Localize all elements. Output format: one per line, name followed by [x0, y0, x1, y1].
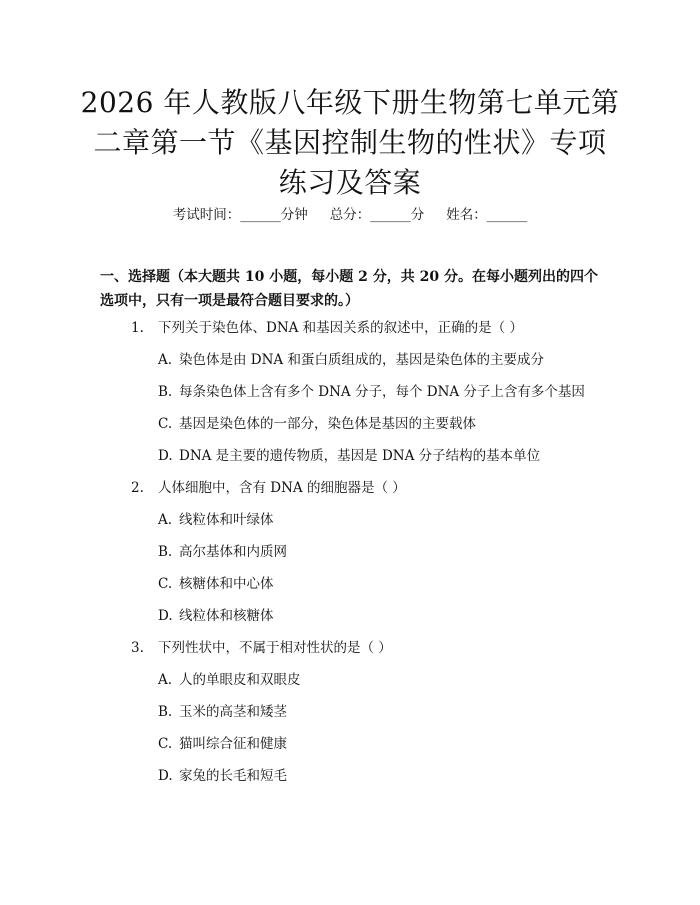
question-number: 1. — [131, 320, 144, 336]
question-number: 2. — [131, 480, 144, 496]
question-stem: 人体细胞中，含有 DNA 的细胞器是（ ） — [158, 480, 406, 496]
option-text: 线粒体和核糖体 — [179, 608, 274, 624]
option-letter: D. — [158, 448, 173, 464]
option-letter: C. — [158, 576, 173, 592]
question-stem: 下列性状中，不属于相对性状的是（ ） — [158, 640, 392, 656]
question-stem: 下列关于染色体、DNA 和基因关系的叙述中，正确的是（ ） — [158, 320, 523, 336]
option-letter: A. — [158, 352, 173, 368]
exam-total-score: 总分：______分 — [329, 207, 425, 223]
option-text: DNA 是主要的遗传物质，基因是 DNA 分子结构的基本单位 — [179, 448, 541, 464]
option-text: 线粒体和叶绿体 — [179, 512, 274, 528]
option-letter: D. — [158, 608, 173, 624]
document-title: 2026 年人教版八年级下册生物第七单元第二章第一节《基因控制生物的性状》专项练习及答案 — [80, 86, 620, 199]
option-text: 基因是染色体的一部分，染色体是基因的主要载体 — [179, 416, 476, 432]
option-text: 高尔基体和内质网 — [179, 544, 287, 560]
exam-time: 考试时间：______分钟 — [172, 207, 308, 223]
option-letter: B. — [158, 704, 173, 720]
option-letter: B. — [158, 384, 173, 400]
option-text: 人的单眼皮和双眼皮 — [179, 672, 301, 688]
option-text: 猫叫综合征和健康 — [179, 736, 287, 752]
option-text: 每条染色体上含有多个 DNA 分子，每个 DNA 分子上含有多个基因 — [179, 384, 585, 400]
option-text: 家兔的长毛和短毛 — [179, 768, 287, 784]
exam-name-field: 姓名：______ — [446, 207, 528, 223]
option-letter: C. — [158, 416, 173, 432]
option-letter: C. — [158, 736, 173, 752]
option-letter: D. — [158, 768, 173, 784]
option-letter: A. — [158, 672, 173, 688]
option-text: 核糖体和中心体 — [179, 576, 274, 592]
option-letter: A. — [158, 512, 173, 528]
option-text: 玉米的高茎和矮茎 — [179, 704, 287, 720]
section-heading: 一、选择题（本大题共 10 小题，每小题 2 分，共 20 分。在每小题列出的四个选项中，只有一项是最符合题目要求的。） — [100, 269, 598, 309]
option-text: 染色体是由 DNA 和蛋白质组成的，基因是染色体的主要成分 — [179, 352, 544, 368]
question-number: 3. — [131, 640, 144, 656]
option-letter: B. — [158, 544, 173, 560]
